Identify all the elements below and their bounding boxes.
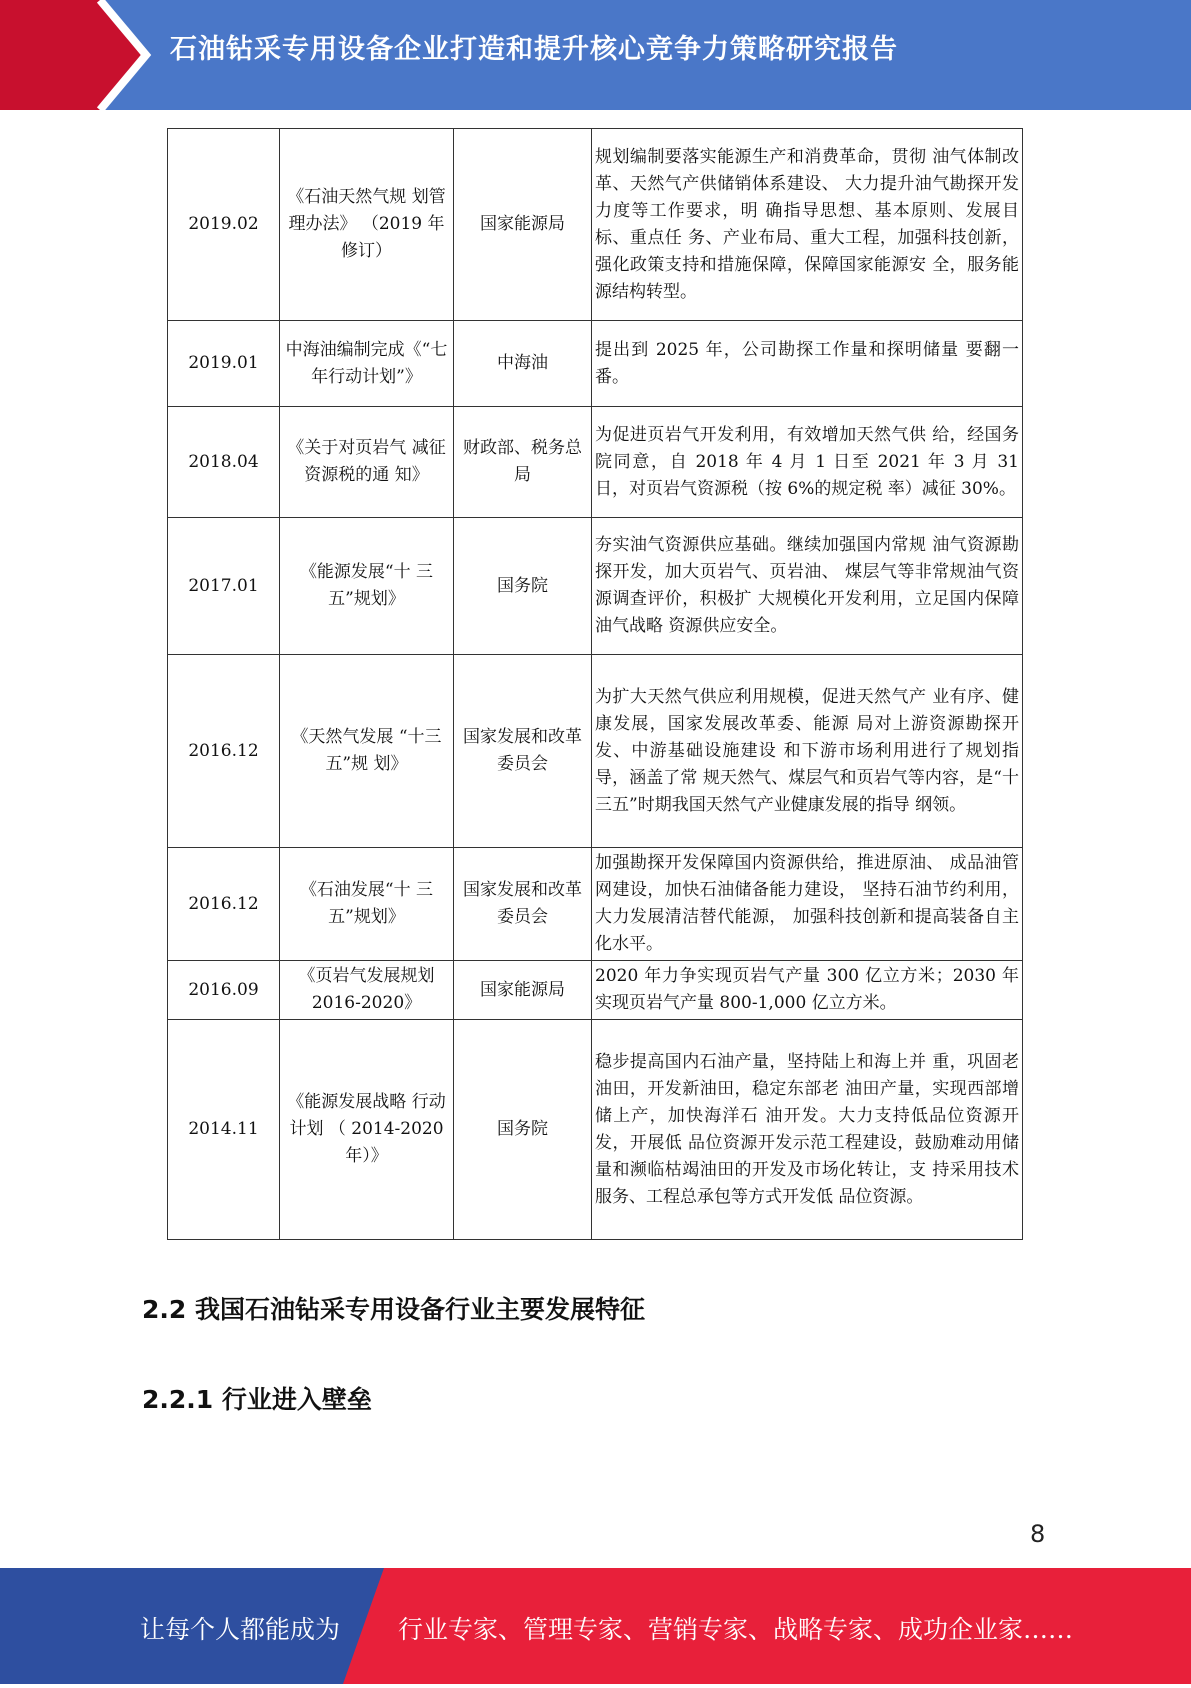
row-department: 财政部、税务总局 — [454, 407, 592, 518]
page-header — [0, 0, 1191, 110]
row-description: 为扩大天然气供应利用规模，促进天然气产 业有序、健康发展，国家发展改革委、能源 局对上游资源勘探开发、中游基础设施建设 和下游市场利用进行了规划指导，涵盖了常 规天然气、煤层气和页岩气等内容，是“十 三五”时期我国天然气产业健康发展的指导 纲领。 — [592, 655, 1023, 848]
row-policy-name: 《能源发展战略 行动计划 （ 2014-2020 年）》 — [280, 1020, 454, 1240]
section-heading: 2.2 我国石油钻采专用设备行业主要发展特征 — [142, 1295, 645, 1324]
row-description: 夯实油气资源供应基础。继续加强国内常规 油气资源勘探开发，加大页岩气、页岩油、 煤层气等非常规油气资源调查评价，积极扩 大规模化开发利用，立足国内保障油气战略 资源供应安全。 — [592, 518, 1023, 655]
table-row — [168, 961, 1023, 1020]
row-policy-name: 《石油天然气规 划管理办法》 （2019 年修订） — [280, 129, 454, 321]
row-description: 为促进页岩气开发利用，有效增加天然气供 给，经国务院同意，自 2018 年 4 月 1 日至 2021 年 3 月 31 日，对页岩气资源税（按 6%的规定税 率）减征 30%。 — [592, 407, 1023, 518]
row-policy-name: 《天然气发展 “十三五”规 划》 — [280, 655, 454, 848]
table-row — [168, 407, 1023, 518]
footer-slogan-right: 行业专家、管理专家、营销专家、战略专家、成功企业家…… — [398, 1615, 1074, 1644]
row-policy-name: 《页岩气发展规划 2016-2020》 — [280, 961, 454, 1020]
subsection-heading: 2.2.1 行业进入壁垒 — [142, 1385, 372, 1414]
row-date: 2017.01 — [168, 518, 280, 655]
page-number: 8 — [1030, 1520, 1046, 1548]
row-department: 国家能源局 — [454, 129, 592, 321]
table-row — [168, 1020, 1023, 1240]
row-policy-name: 《能源发展“十 三五”规划》 — [280, 518, 454, 655]
row-date: 2014.11 — [168, 1020, 280, 1240]
table-row — [168, 655, 1023, 848]
table-row — [168, 129, 1023, 321]
row-department: 国家发展和改革委员会 — [454, 848, 592, 961]
policy-table — [167, 128, 1023, 1240]
report-title: 石油钻采专用设备企业打造和提升核心竞争力策略研究报告 — [170, 34, 898, 65]
row-description: 提出到 2025 年，公司勘探工作量和探明储量 要翻一番。 — [592, 321, 1023, 407]
row-department: 中海油 — [454, 321, 592, 407]
row-policy-name: 中海油编制完成《“七年行动计划”》 — [280, 321, 454, 407]
table-row — [168, 848, 1023, 961]
row-date: 2019.01 — [168, 321, 280, 407]
row-department: 国务院 — [454, 518, 592, 655]
row-policy-name: 《关于对页岩气 减征资源税的通 知》 — [280, 407, 454, 518]
row-date: 2016.09 — [168, 961, 280, 1020]
table-row — [168, 321, 1023, 407]
table-row — [168, 518, 1023, 655]
row-description: 稳步提高国内石油产量，坚持陆上和海上并 重，巩固老油田，开发新油田，稳定东部老 油田产量，实现西部增储上产，加快海洋石 油开发。大力支持低品位资源开发，开展低 品位资源开发示范工程建设，鼓励难动用储 量和濒临枯竭油田的开发及市场化转让，支 持采用技术服务、工程总承包等方式开发低 品位资源。 — [592, 1020, 1023, 1240]
row-policy-name: 《石油发展“十 三五”规划》 — [280, 848, 454, 961]
row-description: 规划编制要落实能源生产和消费革命，贯彻 油气体制改革、天然气产供储销体系建设、 大力提升油气勘探开发力度等工作要求，明 确指导思想、基本原则、发展目标、重点任 务、产业布局、重大工程，加强科技创新， 强化政策支持和措施保障，保障国家能源安 全，服务能源结构转型。 — [592, 129, 1023, 321]
row-date: 2018.04 — [168, 407, 280, 518]
row-department: 国家发展和改革委员会 — [454, 655, 592, 848]
row-department: 国务院 — [454, 1020, 592, 1240]
row-department: 国家能源局 — [454, 961, 592, 1020]
footer-slogan-left: 让每个人都能成为 — [140, 1615, 341, 1644]
row-description: 2020 年力争实现页岩气产量 300 亿立方米；2030 年实现页岩气产量 800-1,000 亿立方米。 — [592, 961, 1023, 1020]
row-date: 2016.12 — [168, 848, 280, 961]
row-date: 2016.12 — [168, 655, 280, 848]
row-date: 2019.02 — [168, 129, 280, 321]
row-description: 加强勘探开发保障国内资源供给，推进原油、 成品油管网建设，加快石油储备能力建设， 坚持石油节约利用，大力发展清洁替代能源， 加强科技创新和提高装备自主化水平。 — [592, 848, 1023, 961]
